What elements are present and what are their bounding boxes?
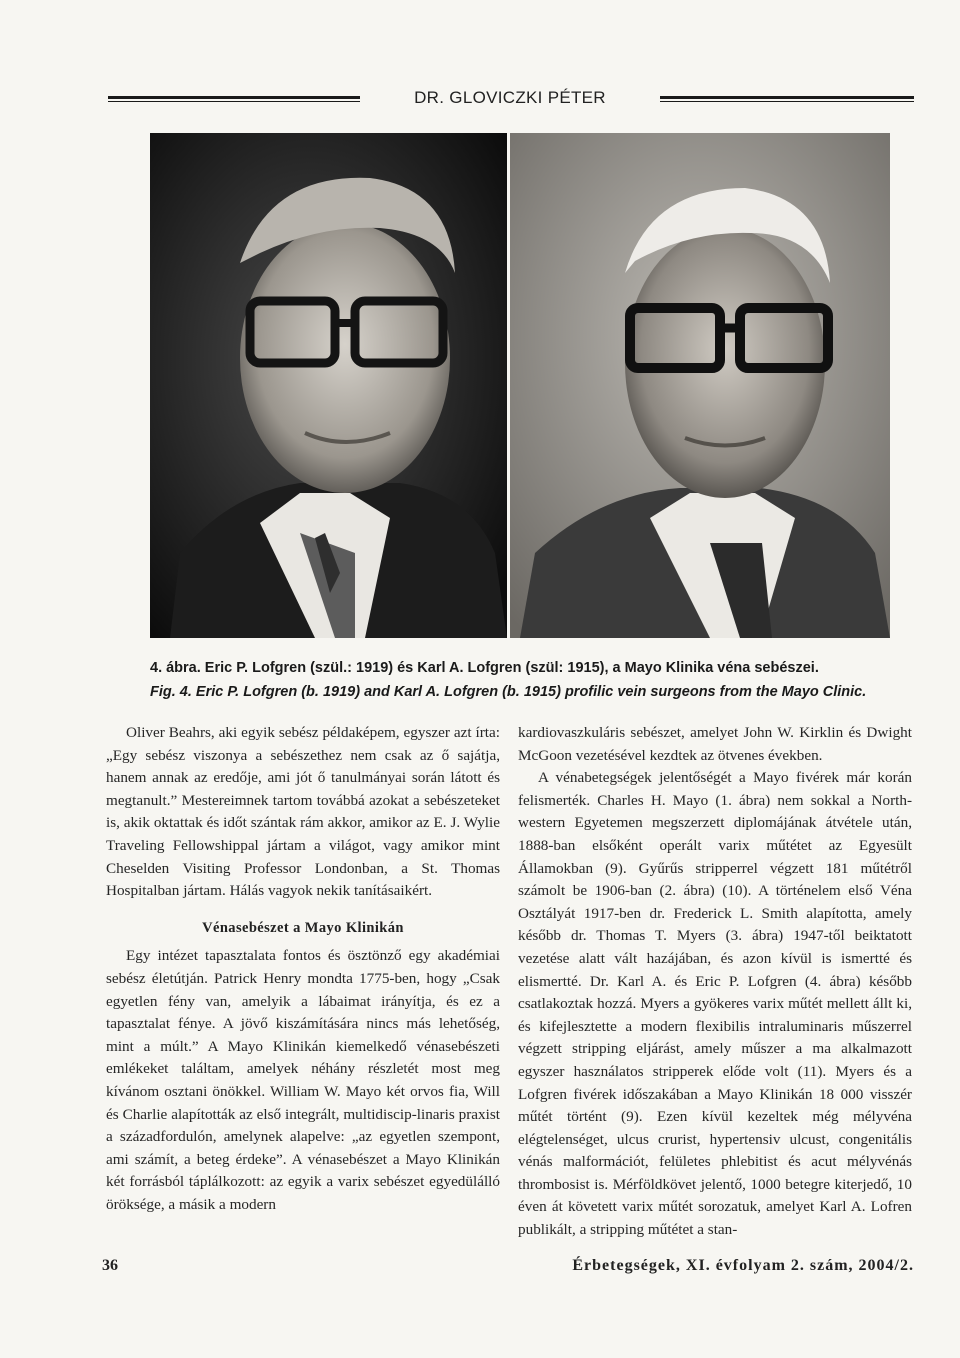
photo-left-portrait	[150, 133, 507, 638]
page-number: 36	[102, 1257, 118, 1274]
figure-caption-hungarian: 4. ábra. Eric P. Lofgren (szül.: 1919) és Karl A. Lofgren (szül: 1915), a Mayo Klinika véna sebészei.	[150, 660, 819, 676]
journal-reference: Érbetegségek, XI. évfolyam 2. szám, 2004/2.	[572, 1257, 914, 1274]
header-rule-left	[108, 96, 360, 102]
section-heading: Vénasebészet a Mayo Klinikán	[202, 919, 404, 936]
header-rule-right	[660, 96, 914, 102]
right-column	[518, 722, 912, 1242]
figure-caption-english: Fig. 4. Eric P. Lofgren (b. 1919) and Karl A. Lofgren (b. 1915) profilic vein surgeons from the Mayo Clinic.	[150, 684, 867, 700]
left-paragraph-1: Oliver Beahrs, aki egyik sebész példaképem, egyszer azt írta: „Egy sebész viszonya a sebészethez nem csak az ő sajátja, hanem annak az eredője, ami jót ő tanulmányai során látott és megtanult.” Mestereimnek tartom továbbá azokat a sebészeteket is, akik oktattak és időt szántak rám akkor, amikor az E. J. Wylie Traveling Fellowshippal jártam a világot, vagy amikor mint Cheselden Visiting Professor Londonban, a St. Thomas Hospitalban jártam. Hálás vagyok nekik tanításaikért.	[106, 724, 500, 900]
right-paragraph-1: kardiovaszkuláris sebészet, amelyet John W. Kirklin és Dwight McGoon vezetésével kezdtek az ötvenes években.	[518, 724, 912, 764]
left-column	[106, 722, 500, 1216]
left-paragraph-2: Egy intézet tapasztalata fontos és ösztönző egy akadémiai sebész életútján. Patrick Henry mondta 1775-ben, hogy „Csak egyetlen fény van, amelyik a lábaimat irányítja, és ez a tapasztalat fénye. A jövő kiszámítására nincs más lehetőség, mint a múlt.” A Mayo Klinikán kiemelkedő vénasebészeti emlékeket találtam, amelyek néhány részletét most meg kívánom osztani önökkel. William W. Mayo két orvos fia, Will és Charlie alapították az első integrált, multidiscip-linaris praxist a századfordulón, amelynek alapelve: „az egyetlen szempont, ami számít, a beteg érdeke”. A vénasebészet a Mayo Klinikán két forrásból táplálkozott: az egyik a varix sebészet egyedülálló öröksége, a másik a modern	[106, 947, 500, 1213]
right-paragraph-2: A vénabetegségek jelentőségét a Mayo fivérek már korán felismerték. Charles H. Mayo (1. ábra) nem sokkal a North-western Egyetemen megszerzett diplomájának átvétele után, 1888-ban elsőként operált varix műtétet az Egyesült Államokban (9). Gyűrűs stripperrel végzett 181 műtétről számolt be 1906-ban (2. ábra) (10). A történelem első Véna Osztályát 1917-ben dr. Frederick L. Smith alapította, amely később dr. Thomas T. Myers (3. ábra) 1947-től beiktatott vezetése alatt vált hazájában, és azon kívül is ismertté és elismertté. Dr. Karl A. és Eric P. Lofgren (4. ábra) később csatlakoztak hozzá. Myers a gyökeres varix műtét mellett állt ki, és kifejlesztette a modern flexibilis intraluminaris műszerrel végzett stripping eljárást, amely műszer a ma alkalmazott egyszer használatos stripperek előde volt (11). Myers és a Lofgren fivérek időszakában a Mayo Klinikán 18 000 visszér műtét történt (9). Ezen kívül kezeltek még mélyvéna elégtelenséget, ulcus crurist, hypertensiv ulcust, congenitális vénás malformációt, felületes phlebitist és acut mélyvénás thrombosist is. Mérföldkövet jelentő, 1000 betegre kiterjedő, 10 éven át követett varix műtét sorozatuk, amelyet Karl A. Lofren publikált, a stripping műtétet a stan-	[518, 769, 912, 1239]
header-author-name: DR. GLOVICZKI PÉTER	[414, 88, 606, 107]
photo-right-portrait	[510, 133, 890, 638]
